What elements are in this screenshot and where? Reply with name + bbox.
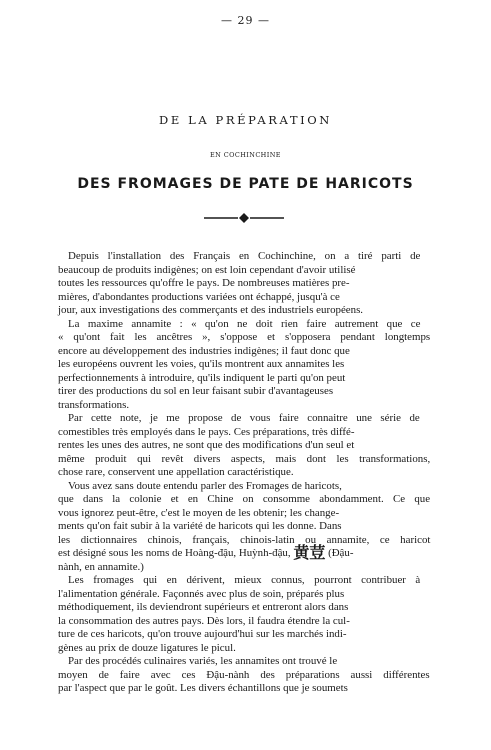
text-line <box>58 304 430 318</box>
text-line <box>58 426 430 440</box>
text-line-content: ments qu'on fait subir à la variété de haricots qui les donne. Dans <box>58 520 342 532</box>
text-line-content: les européens ouvrent les voies, qu'ils montrent aux annamites les <box>58 358 345 370</box>
body-text <box>58 250 430 696</box>
text-line <box>58 669 430 683</box>
text-line <box>58 520 430 534</box>
text-line <box>58 399 430 413</box>
section-title: DE LA PRÉPARATION <box>159 113 332 127</box>
text-line <box>58 277 430 291</box>
text-line <box>58 655 430 669</box>
text-line <box>58 642 430 656</box>
section-subtitle: EN COCHINCHINE <box>210 151 281 159</box>
text-line-content: transformations. <box>58 398 130 411</box>
text-line <box>58 385 430 399</box>
text-line <box>58 615 430 629</box>
text-line-content: par l'aspect que par le goût. Les divers échantillons que je soumets <box>58 682 348 694</box>
text-line-continuation: (Đậu- <box>325 547 354 559</box>
text-line-content: « qu'ont fait les ancêtres », s'oppose et s'opposera pendant longtemps <box>58 331 431 343</box>
text-line <box>58 561 430 575</box>
article-title: DES FROMAGES DE PATE DE HARICOTS <box>77 176 414 192</box>
text-line-content: nành, en annamite.) <box>58 560 144 573</box>
text-line-content: toutes les ressources qu'offre le pays. De nombreuses matières pre- <box>58 277 350 289</box>
text-line-content: l'alimentation générale. Façonnés avec plus de soin, préparés plus <box>58 587 345 600</box>
text-line-content: même produit qui revêt divers aspects, mais dont les transformations, <box>58 452 431 465</box>
text-line <box>58 507 430 521</box>
text-line <box>58 318 430 332</box>
text-line <box>58 372 430 386</box>
text-line-content: tirer des productions du sol en leur faisant subir d'avantageuses <box>58 385 334 397</box>
text-line <box>58 358 430 372</box>
text-line <box>58 466 430 480</box>
text-line <box>58 547 430 561</box>
text-line-content: la consommation des autres pays. Dès lors, il faudra étendre la cul- <box>58 614 350 627</box>
text-line-content: méthodiquement, ils deviendront supérieurs et entreront alors dans <box>58 601 349 613</box>
text-line-content: ture de ces haricots, qu'on trouve aujourd'hui sur les marchés indi- <box>58 628 347 640</box>
text-line <box>58 264 430 278</box>
text-line-content: encore au développement des industries indigènes; il faut donc que <box>58 344 350 357</box>
text-line <box>58 628 430 642</box>
text-line-content: mières, d'abondantes productions variées ont échappé, jusqu'à ce <box>58 290 340 303</box>
text-line <box>58 682 430 696</box>
text-line-content: les dictionnaires chinois, français, chinois-latin ou annamite, ce haricot <box>58 533 431 546</box>
chinese-characters: 黄荳 <box>293 545 326 562</box>
text-line <box>58 588 430 602</box>
text-line <box>58 493 430 507</box>
text-line <box>58 250 430 264</box>
text-line-content: Par cette note, je me propose de vous faire connaitre une série de <box>68 412 420 424</box>
text-line-content: Par des procédés culinaires variés, les annamites ont trouvé le <box>68 655 338 667</box>
text-line-content: beaucoup de produits indigènes; on est loin cependant d'avoir utilisé <box>58 263 356 276</box>
text-line <box>58 480 430 494</box>
ornament-divider <box>202 212 286 224</box>
text-line-content: vous ignorez peut-être, c'est le moyen de les obtenir; les change- <box>58 506 340 519</box>
text-line <box>58 345 430 359</box>
text-line-content: rentes les unes des autres, ne sont que des modifications d'un seul et <box>58 439 355 451</box>
text-line <box>58 574 430 588</box>
text-line-content: jour, aux investigations des commerçants et des industriels européens. <box>58 304 364 316</box>
text-line-content: moyen de faire avec ces Đậu-nành des préparations aussi différentes <box>58 668 430 681</box>
text-line-content: chose rare, conservent une appellation caractéristique. <box>58 466 294 478</box>
text-line-content: comestibles très employés dans le pays. Ces préparations, très diffé- <box>58 425 355 438</box>
text-line-content: Les fromages qui en dérivent, mieux connus, pourront contribuer à <box>68 574 421 586</box>
page-number: — 29 — <box>221 14 270 27</box>
text-line-content: Depuis l'installation des Français en Cochinchine, on a tiré parti de <box>68 250 421 262</box>
text-line <box>58 412 430 426</box>
text-line <box>58 331 430 345</box>
text-line-content: gènes au prix de douze ligatures le picul. <box>58 641 236 654</box>
text-line-content: La maxime annamite : « qu'on ne doit rien faire autrement que ce <box>68 317 421 330</box>
text-line <box>58 439 430 453</box>
text-line-content: perfectionnements à introduire, qu'ils indiquent le parti qu'on peut <box>58 371 346 384</box>
text-line-content: est désigné sous les noms de Hoàng-đậu, Huỳnh-đậu, <box>58 547 294 559</box>
text-line <box>58 601 430 615</box>
text-line-content: que dans la colonie et en Chine on consomme abondamment. Ce que <box>58 493 431 505</box>
text-line-content: Vous avez sans doute entendu parler des Fromages de haricots, <box>68 479 342 492</box>
text-line <box>58 291 430 305</box>
text-line <box>58 453 430 467</box>
text-line <box>58 534 430 548</box>
